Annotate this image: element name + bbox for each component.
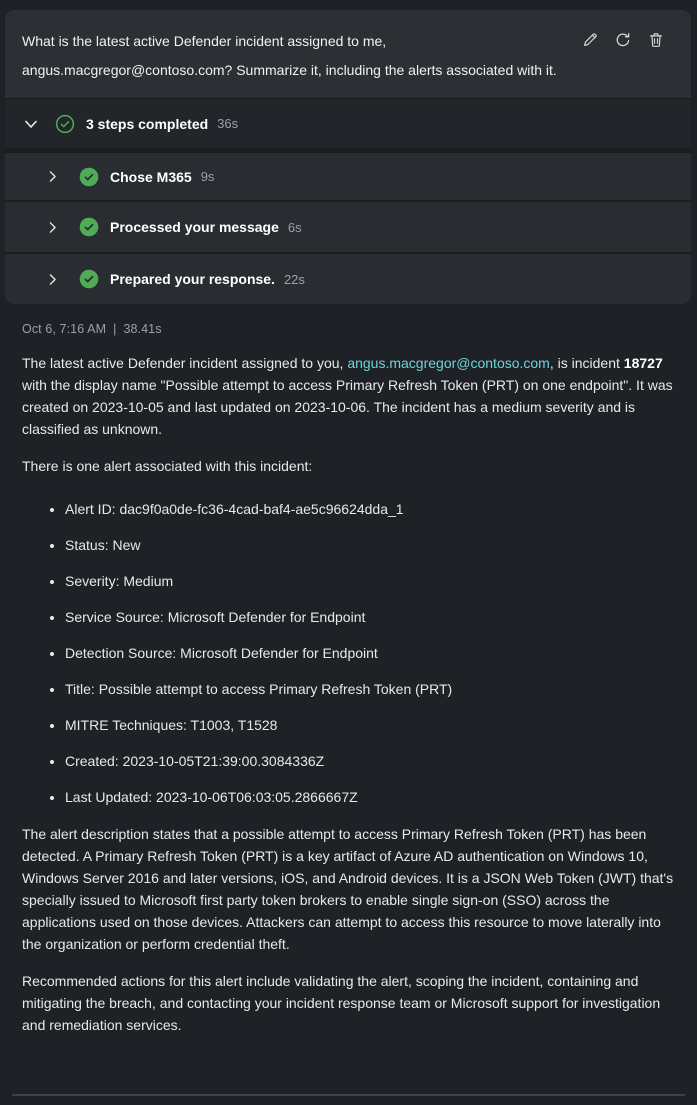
list-item-status: • Status: New <box>65 534 675 556</box>
step-duration: 9s <box>200 169 215 184</box>
list-item-service-source: • Service Source: Microsoft Defender for Endpoint <box>65 606 675 628</box>
steps-summary-duration: 36s <box>217 116 239 131</box>
chat-turn-card <box>5 10 691 304</box>
alert-description-paragraph: The alert description states that a possible attempt to access Primary Refresh Token (PRT) has been detected. A Primary Refresh Token (PRT) is a key artifact of Azure AD authentication on Windows 10, Windows Server 2016 and later versions, iOS, and Android devices. It is a JSON Web Token (JWT) that's specially issued to Microsoft first party token brokers to enable single sign-on (SSO) across the applications used on those devices. Attackers can attempt to access this resource to move laterally into the organization or perform credential theft. <box>22 826 674 952</box>
recommended-actions-paragraph: Recommended actions for this alert include validating the alert, scoping the incident, containing and mitigating the breach, and contacting your incident response team or Microsoft support for investigation and remediation services. <box>22 973 661 1033</box>
list-item-detection-source: • Detection Source: Microsoft Defender for Endpoint <box>65 642 675 664</box>
chevron-right-icon[interactable] <box>44 271 61 288</box>
list-item-mitre-techniques: • MITRE Techniques: T1003, T1528 <box>65 714 675 736</box>
check-circle-filled-icon <box>79 217 99 237</box>
user-email-link[interactable]: angus.macgregor@contoso.com <box>347 355 550 371</box>
response-time: Oct 6, 7:16 AM <box>22 322 107 336</box>
trash-icon <box>647 31 665 49</box>
list-item-alert-id: • Alert ID: dac9f0a0de-fc36-4cad-baf4-ae5c96624dda_1 <box>65 498 675 520</box>
response-timestamp <box>22 322 675 336</box>
steps-summary-row[interactable] <box>5 98 691 148</box>
summary-text: The latest active Defender incident assigned to you, <box>22 355 348 371</box>
response-elapsed: 38.41s <box>123 322 162 336</box>
alert-details-list <box>22 498 675 808</box>
step-label: Prepared your response. <box>110 271 275 287</box>
step-duration: 6s <box>287 219 302 235</box>
step-row-processed-message[interactable] <box>5 200 691 252</box>
chevron-right-icon[interactable] <box>44 219 61 236</box>
check-circle-filled-icon <box>79 167 99 187</box>
list-item-created: • Created: 2023-10-05T21:39:00.3084336Z <box>65 750 675 772</box>
assistant-response <box>0 304 697 1036</box>
list-item-last-updated: • Last Updated: 2023-10-06T06:03:05.2866667Z <box>65 786 675 808</box>
check-circle-filled-icon <box>79 269 99 289</box>
refresh-icon <box>614 31 632 49</box>
user-prompt-text: What is the latest active Defender incident assigned to me, angus.macgregor@contoso.com? Summarize it, including the alerts associated with it. <box>22 33 557 78</box>
alert-intro-paragraph: There is one alert associated with this incident: <box>22 458 313 474</box>
timestamp-separator: | <box>113 322 117 336</box>
step-row-chose-m365[interactable] <box>5 148 691 200</box>
chevron-down-icon[interactable] <box>21 114 41 134</box>
step-label: Chose M365 <box>110 168 192 185</box>
summary-text: with the display name "Possible attempt to access Primary Refresh Token (PRT) on one endpoint". It was created on 2023-10-05 and last updated on 2023-10-06. The incident has a medium severity and is classified as unknown. <box>22 377 673 437</box>
summary-paragraph <box>22 352 675 440</box>
steps-summary-label: 3 steps completed <box>86 115 209 132</box>
step-duration: 22s <box>283 271 305 287</box>
rerun-prompt-button[interactable] <box>614 31 632 49</box>
step-row-prepared-response[interactable] <box>5 252 691 304</box>
user-prompt <box>5 10 691 98</box>
list-item-severity: • Severity: Medium <box>65 570 675 592</box>
edit-prompt-button[interactable] <box>581 31 599 49</box>
prompt-actions <box>581 27 665 85</box>
chevron-right-icon[interactable] <box>44 168 61 185</box>
delete-prompt-button[interactable] <box>647 31 665 49</box>
incident-number: 18727 <box>623 355 663 371</box>
list-item-title: • Title: Possible attempt to access Primary Refresh Token (PRT) <box>65 678 675 700</box>
summary-text: , is incident <box>549 355 624 371</box>
step-label: Processed your message <box>110 219 279 235</box>
check-circle-outline-icon <box>55 114 75 134</box>
bottom-divider <box>12 1094 685 1096</box>
pencil-icon <box>581 31 599 49</box>
